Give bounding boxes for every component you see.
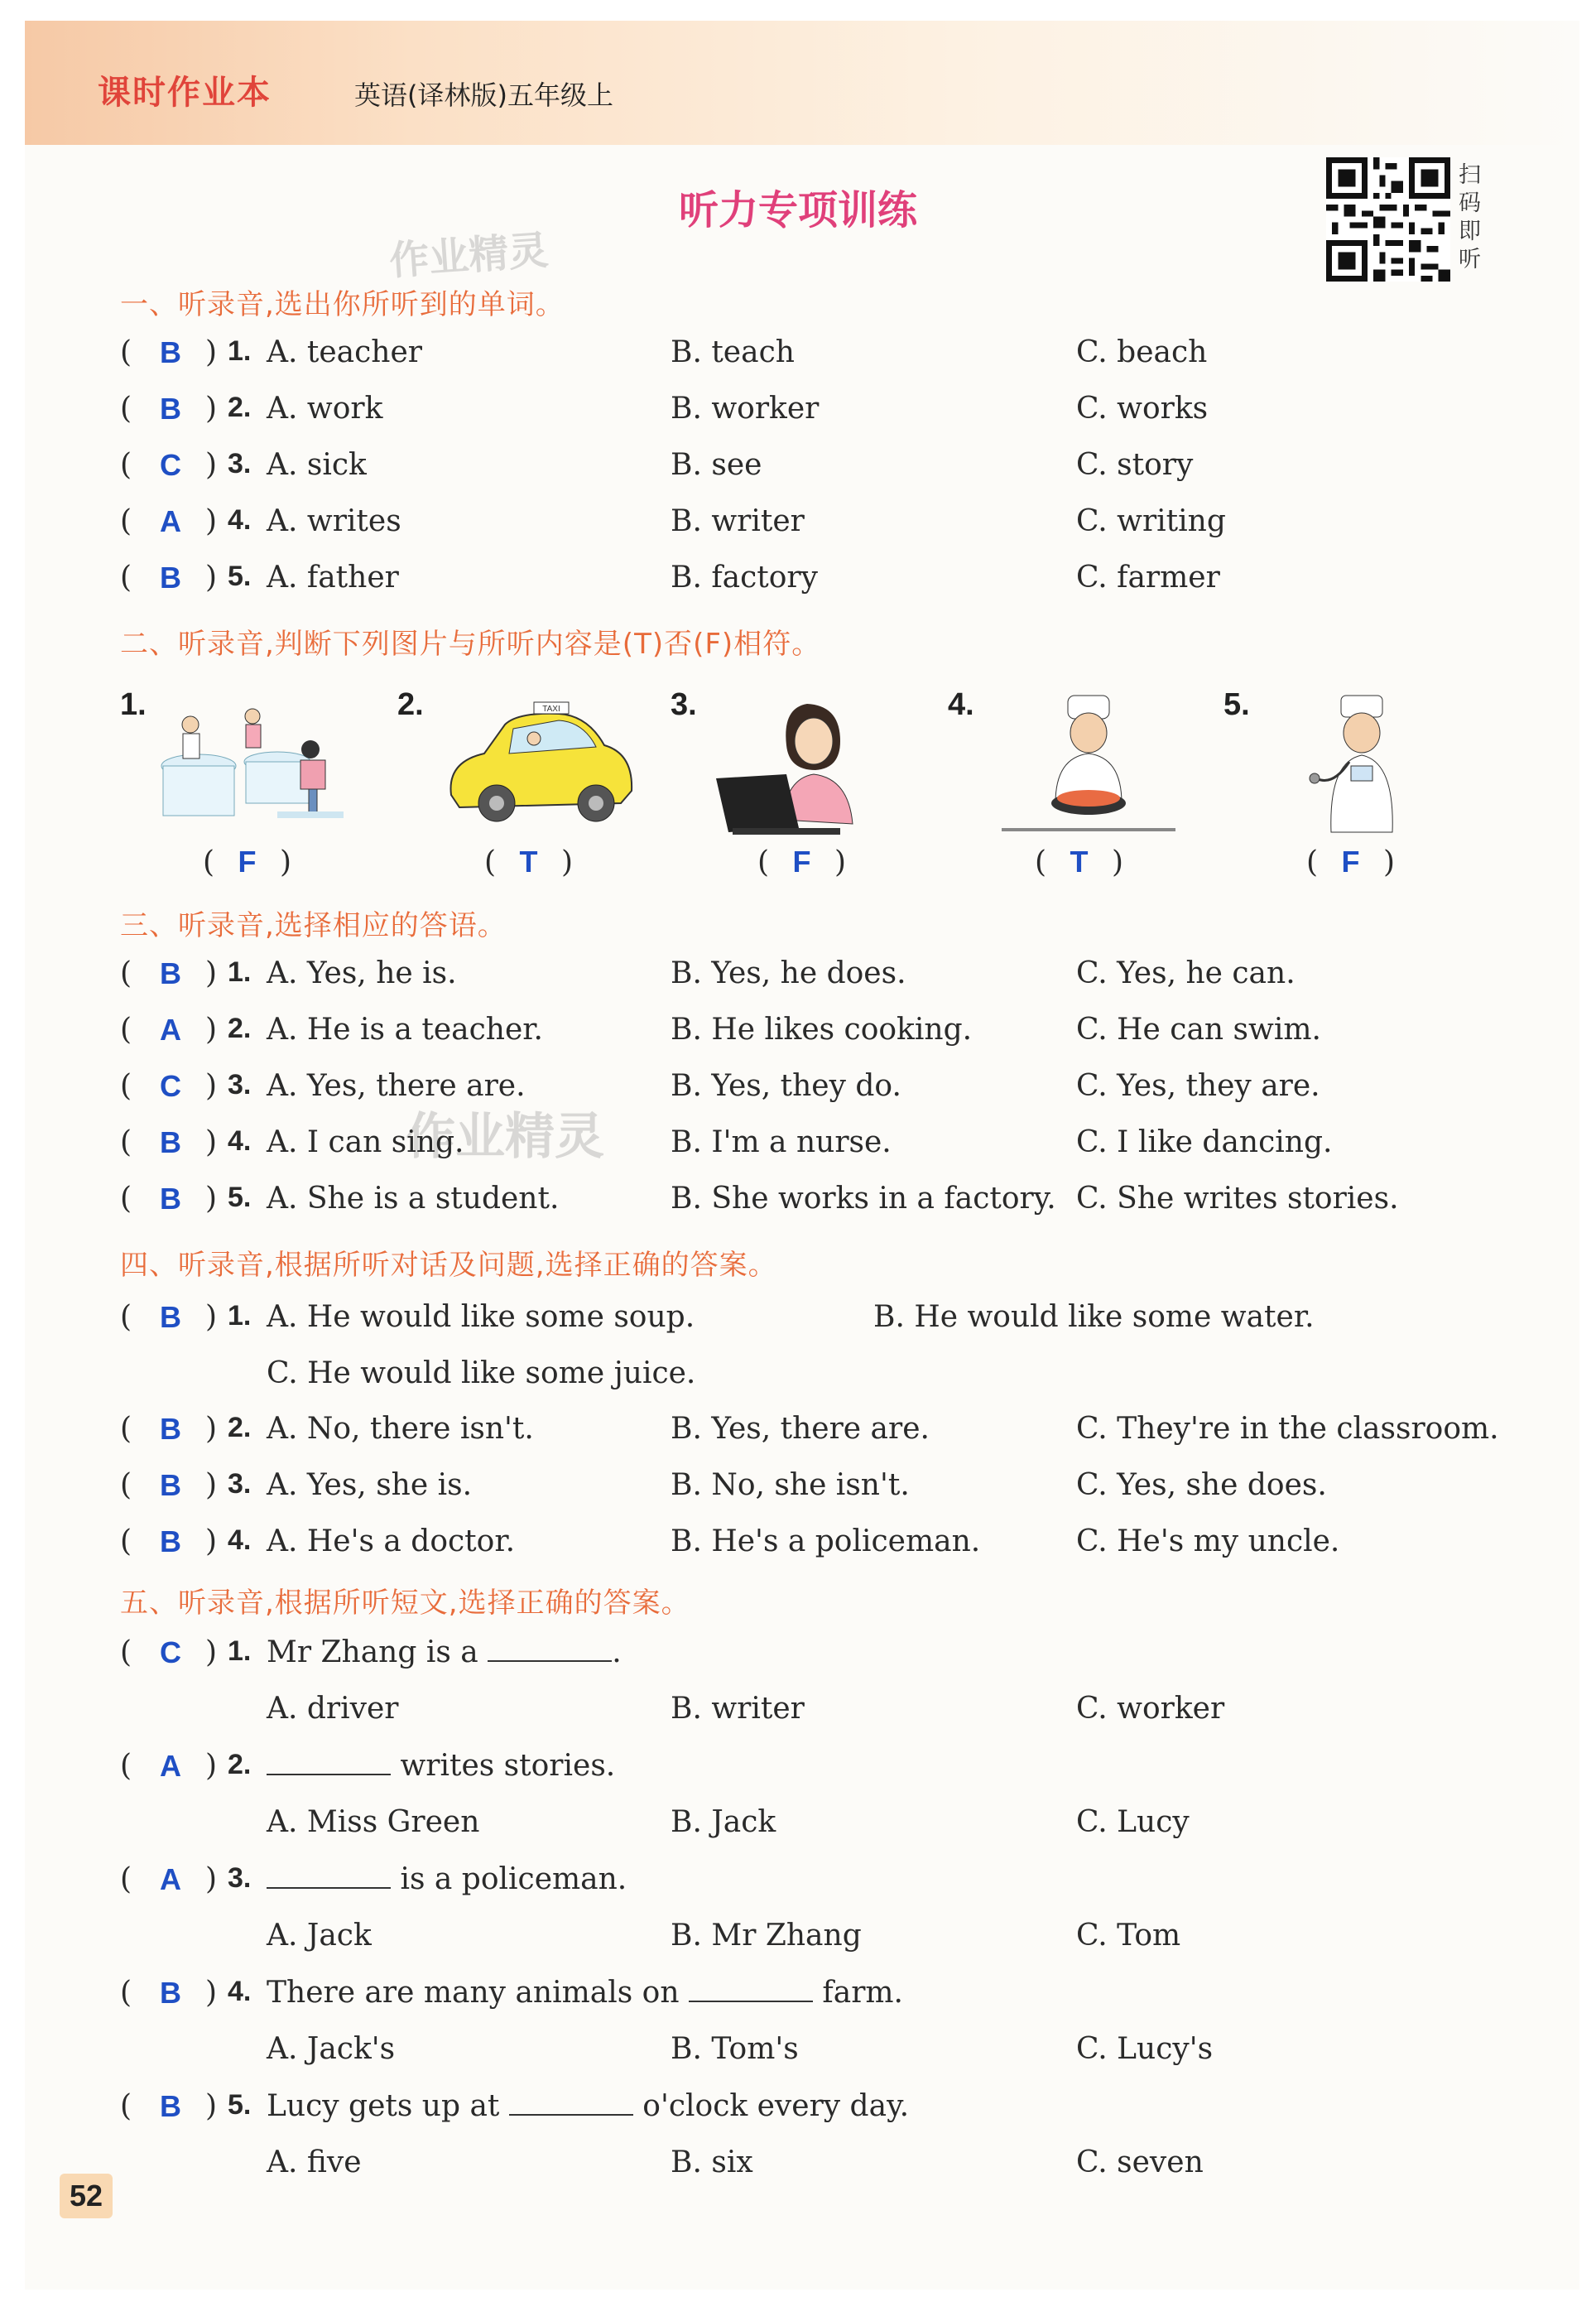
option-b: B. six xyxy=(671,2145,753,2179)
option-c: C. beach xyxy=(1076,335,1208,369)
option-c: C. works xyxy=(1076,392,1209,426)
question-stem xyxy=(267,1635,622,1669)
option-a: A. teacher xyxy=(267,335,422,369)
picture-number: 4. xyxy=(948,687,974,722)
question-stem xyxy=(267,1749,615,1783)
question-row xyxy=(0,392,1596,441)
options-row xyxy=(0,2145,1596,2195)
paren-open: ( xyxy=(120,2089,132,2123)
stem-text: farm. xyxy=(822,1976,903,2010)
answer-mark[interactable]: B xyxy=(160,956,181,990)
paren-open: ( xyxy=(120,1069,132,1103)
paren-close: ) xyxy=(205,1182,218,1216)
question-number: 1. xyxy=(228,1635,252,1667)
paren-open: ( xyxy=(120,561,132,595)
option-b: B. Mr Zhang xyxy=(671,1919,862,1953)
qr-scan-label xyxy=(1459,161,1488,274)
answer-mark[interactable]: C xyxy=(160,1635,181,1669)
option-a: A. Jack's xyxy=(267,2032,396,2066)
option-a: A. Miss Green xyxy=(267,1805,480,1839)
option-a: A. He's a doctor. xyxy=(267,1524,516,1558)
question-number: 5. xyxy=(228,1182,252,1213)
answer-mark[interactable]: A xyxy=(160,1862,181,1896)
option-a: A. work xyxy=(267,392,383,426)
answer-blank[interactable] xyxy=(267,1752,391,1775)
option-c: C. Lucy's xyxy=(1076,2032,1214,2066)
question-row xyxy=(0,1976,1596,2025)
option-c: C. worker xyxy=(1076,1692,1225,1726)
answer-mark[interactable]: B xyxy=(160,392,181,426)
qr-code-icon[interactable] xyxy=(1326,157,1450,282)
qr-label-char: 即 xyxy=(1459,219,1481,244)
question-stem xyxy=(267,1862,627,1896)
paren-close: ) xyxy=(205,335,218,369)
question-number: 3. xyxy=(228,448,252,479)
paren-close: ) xyxy=(205,1013,218,1047)
option-c: C. I like dancing. xyxy=(1076,1125,1333,1159)
answer-mark[interactable]: A xyxy=(160,504,181,538)
picture-number: 2. xyxy=(397,687,424,722)
question-row xyxy=(0,1524,1596,1574)
option-a: A. He is a teacher. xyxy=(267,1013,543,1047)
question-row xyxy=(0,335,1596,385)
option-c: C. They're in the classroom. xyxy=(1076,1412,1499,1446)
paren-open: ( xyxy=(120,1468,132,1502)
answer-mark[interactable]: B xyxy=(160,335,181,369)
option-c: C. He's my uncle. xyxy=(1076,1524,1340,1558)
page-title: 听力专项训练 xyxy=(678,187,917,234)
option-b: B. writer xyxy=(671,504,805,538)
option-b: B. see xyxy=(671,448,762,482)
option-c: C. Yes, she does. xyxy=(1076,1468,1327,1502)
watermark: 作业精灵 xyxy=(406,1108,604,1166)
answer-blank[interactable] xyxy=(267,1866,391,1889)
answer-mark[interactable]: B xyxy=(160,2089,181,2123)
question-row xyxy=(0,1013,1596,1062)
answer-mark[interactable]: T xyxy=(1070,845,1089,879)
picture-answer: ( F ) xyxy=(757,845,846,879)
answer-mark[interactable]: A xyxy=(160,1013,181,1047)
stem-text: Mr Zhang is a xyxy=(267,1635,478,1669)
answer-mark[interactable]: F xyxy=(1341,845,1360,879)
option-c: C. He can swim. xyxy=(1076,1013,1321,1047)
option-c: C. story xyxy=(1076,448,1194,482)
section-1-heading: 一、听录音,选出你所听到的单词。 xyxy=(120,288,565,321)
woman-laptop-icon xyxy=(708,687,915,845)
question-row xyxy=(0,448,1596,498)
paren-open: ( xyxy=(120,1976,132,2010)
question-number: 1. xyxy=(228,1300,252,1331)
cook-icon xyxy=(985,687,1192,845)
option-b: B. factory xyxy=(671,561,818,595)
paren-open: ( xyxy=(120,1635,132,1669)
question-number: 4. xyxy=(228,1125,252,1157)
picture-answer: ( T ) xyxy=(1035,845,1123,879)
option-c: C. farmer xyxy=(1076,561,1220,595)
picture-number: 3. xyxy=(671,687,697,722)
paren-open: ( xyxy=(120,504,132,538)
option-a: A. Yes, he is. xyxy=(267,956,457,990)
option-c: C. seven xyxy=(1076,2145,1204,2179)
answer-blank[interactable] xyxy=(689,1979,813,2002)
stem-text: . xyxy=(612,1635,622,1669)
watermark: 作业精灵 xyxy=(387,227,550,285)
answer-blank[interactable] xyxy=(509,2092,633,2116)
option-b: B. teach xyxy=(671,335,795,369)
option-a: A. He would like some soup. xyxy=(267,1300,695,1334)
options-row xyxy=(0,1692,1596,1741)
picture-number: 1. xyxy=(120,687,147,722)
option-a: A. I can sing. xyxy=(267,1125,464,1159)
option-a: A. sick xyxy=(267,448,367,482)
answer-mark[interactable]: B xyxy=(160,561,181,595)
stem-text: writes stories. xyxy=(400,1749,616,1783)
question-number: 3. xyxy=(228,1069,252,1100)
option-b: B. I'm a nurse. xyxy=(671,1125,892,1159)
answer-mark[interactable]: B xyxy=(160,1412,181,1446)
stem-text: Lucy gets up at xyxy=(267,2089,500,2123)
paren-open: ( xyxy=(120,1412,132,1446)
stem-text: There are many animals on xyxy=(267,1976,680,2010)
paren-close: ) xyxy=(205,956,218,990)
answer-mark[interactable]: F xyxy=(792,845,811,879)
taxi-icon xyxy=(435,687,642,845)
paren-close: ) xyxy=(205,1300,218,1334)
option-a: A. She is a student. xyxy=(267,1182,560,1216)
question-number: 3. xyxy=(228,1468,252,1500)
option-a: A. No, there isn't. xyxy=(267,1412,534,1446)
qr-label-char: 扫 xyxy=(1459,162,1481,188)
paren-close: ) xyxy=(205,1635,218,1669)
paren-open: ( xyxy=(120,392,132,426)
picture-number: 5. xyxy=(1223,687,1250,722)
answer-mark[interactable]: B xyxy=(160,1182,181,1216)
question-row xyxy=(0,1300,1596,1350)
answer-mark[interactable]: C xyxy=(160,448,181,482)
option-b: B. She works in a factory. xyxy=(671,1182,1056,1216)
answer-mark[interactable]: A xyxy=(160,1749,181,1783)
paren-close: ) xyxy=(205,448,218,482)
question-number: 2. xyxy=(228,1749,252,1780)
options-row xyxy=(0,1805,1596,1855)
section-4-heading: 四、听录音,根据所听对话及问题,选择正确的答案。 xyxy=(120,1249,777,1282)
answer-mark[interactable]: B xyxy=(160,1524,181,1558)
section-5-heading: 五、听录音,根据所听短文,选择正确的答案。 xyxy=(120,1587,690,1620)
answer-mark[interactable]: B xyxy=(160,1300,181,1334)
option-b: B. No, she isn't. xyxy=(671,1468,910,1502)
paren-open: ( xyxy=(120,448,132,482)
option-c: C. Yes, he can. xyxy=(1076,956,1296,990)
answer-mark[interactable]: C xyxy=(160,1069,181,1103)
answer-mark[interactable]: B xyxy=(160,1125,181,1159)
question-row xyxy=(0,561,1596,610)
question-row xyxy=(0,1635,1596,1685)
paren-close: ) xyxy=(205,1862,218,1896)
option-b: B. Tom's xyxy=(671,2032,799,2066)
question-number: 5. xyxy=(228,2089,252,2121)
question-number: 1. xyxy=(228,956,252,988)
option-c: C. Yes, they are. xyxy=(1076,1069,1320,1103)
option-b: B. He's a policeman. xyxy=(671,1524,981,1558)
paren-close: ) xyxy=(205,2089,218,2123)
option-a: A. writes xyxy=(267,504,401,538)
answer-blank[interactable] xyxy=(488,1639,612,1662)
paren-open: ( xyxy=(120,1013,132,1047)
paren-close: ) xyxy=(205,392,218,426)
paren-close: ) xyxy=(205,504,218,538)
paren-close: ) xyxy=(205,1976,218,2010)
paren-open: ( xyxy=(120,1300,132,1334)
paren-open: ( xyxy=(120,1182,132,1216)
option-c: C. He would like some juice. xyxy=(267,1356,696,1390)
answer-mark[interactable]: B xyxy=(160,1468,181,1502)
paren-open: ( xyxy=(120,1125,132,1159)
question-row xyxy=(0,504,1596,554)
qr-label-char: 码 xyxy=(1459,190,1481,216)
question-row xyxy=(0,1468,1596,1518)
answer-mark[interactable]: B xyxy=(160,1976,181,2010)
option-b: B. He would like some water. xyxy=(873,1300,1315,1334)
option-c: C. writing xyxy=(1076,504,1226,538)
paren-open: ( xyxy=(120,1862,132,1896)
paren-close: ) xyxy=(205,1524,218,1558)
option-b: B. He likes cooking. xyxy=(671,1013,973,1047)
option-a: A. father xyxy=(267,561,399,595)
answer-mark[interactable]: F xyxy=(238,845,257,879)
question-row xyxy=(0,1412,1596,1462)
question-row xyxy=(0,1182,1596,1231)
qr-label-char: 听 xyxy=(1459,247,1481,272)
cleaning-people-icon xyxy=(153,687,360,845)
brand-title: 课时作业本 xyxy=(98,74,272,112)
picture-answer: ( T ) xyxy=(484,845,573,879)
page-number: 52 xyxy=(60,2174,113,2218)
question-number: 4. xyxy=(228,504,252,536)
question-stem xyxy=(267,1976,903,2010)
option-b: B. Yes, they do. xyxy=(671,1069,901,1103)
paren-open: ( xyxy=(120,1524,132,1558)
option-a: A. driver xyxy=(267,1692,399,1726)
paren-close: ) xyxy=(205,561,218,595)
question-row xyxy=(0,956,1596,1006)
question-stem xyxy=(267,2089,909,2123)
option-b: B. writer xyxy=(671,1692,805,1726)
paren-open: ( xyxy=(120,335,132,369)
option-b: B. Jack xyxy=(671,1805,776,1839)
section-3-heading: 三、听录音,选择相应的答语。 xyxy=(120,909,507,942)
paren-close: ) xyxy=(205,1125,218,1159)
question-number: 2. xyxy=(228,1013,252,1044)
picture-answer: ( F ) xyxy=(203,845,291,879)
paren-open: ( xyxy=(120,956,132,990)
question-row xyxy=(0,1749,1596,1799)
section-2-heading: 二、听录音,判断下列图片与所听内容是(T)否(F)相符。 xyxy=(120,628,821,661)
taxi-sign-text: TAXI xyxy=(542,705,560,714)
stem-text: is a policeman. xyxy=(400,1862,627,1896)
doctor-icon xyxy=(1258,687,1465,845)
option-a: A. Yes, she is. xyxy=(267,1468,473,1502)
options-row xyxy=(0,2032,1596,2082)
question-row xyxy=(0,1125,1596,1175)
question-number: 4. xyxy=(228,1524,252,1556)
paren-close: ) xyxy=(205,1468,218,1502)
question-number: 5. xyxy=(228,561,252,592)
question-number: 1. xyxy=(228,335,252,367)
question-number: 3. xyxy=(228,1862,252,1894)
paren-close: ) xyxy=(205,1749,218,1783)
option-a: A. Yes, there are. xyxy=(267,1069,526,1103)
question-number: 2. xyxy=(228,392,252,423)
subject-label: 英语(译林版)五年级上 xyxy=(354,79,613,111)
option-b: B. Yes, he does. xyxy=(671,956,906,990)
paren-close: ) xyxy=(205,1412,218,1446)
option-b: B. worker xyxy=(671,392,820,426)
question-row-cont xyxy=(0,1356,1596,1406)
option-c: C. She writes stories. xyxy=(1076,1182,1399,1216)
option-b: B. Yes, there are. xyxy=(671,1412,930,1446)
question-row xyxy=(0,1069,1596,1119)
stem-text: o'clock every day. xyxy=(642,2089,910,2123)
question-number: 4. xyxy=(228,1976,252,2007)
question-row xyxy=(0,1862,1596,1912)
options-row xyxy=(0,1919,1596,1968)
question-number: 2. xyxy=(228,1412,252,1443)
option-c: C. Lucy xyxy=(1076,1805,1190,1839)
question-row xyxy=(0,2089,1596,2139)
option-a: A. Jack xyxy=(267,1919,372,1953)
option-a: A. five xyxy=(267,2145,362,2179)
option-c: C. Tom xyxy=(1076,1919,1181,1953)
answer-mark[interactable]: T xyxy=(519,845,538,879)
paren-open: ( xyxy=(120,1749,132,1783)
picture-answer: ( F ) xyxy=(1306,845,1395,879)
paren-close: ) xyxy=(205,1069,218,1103)
